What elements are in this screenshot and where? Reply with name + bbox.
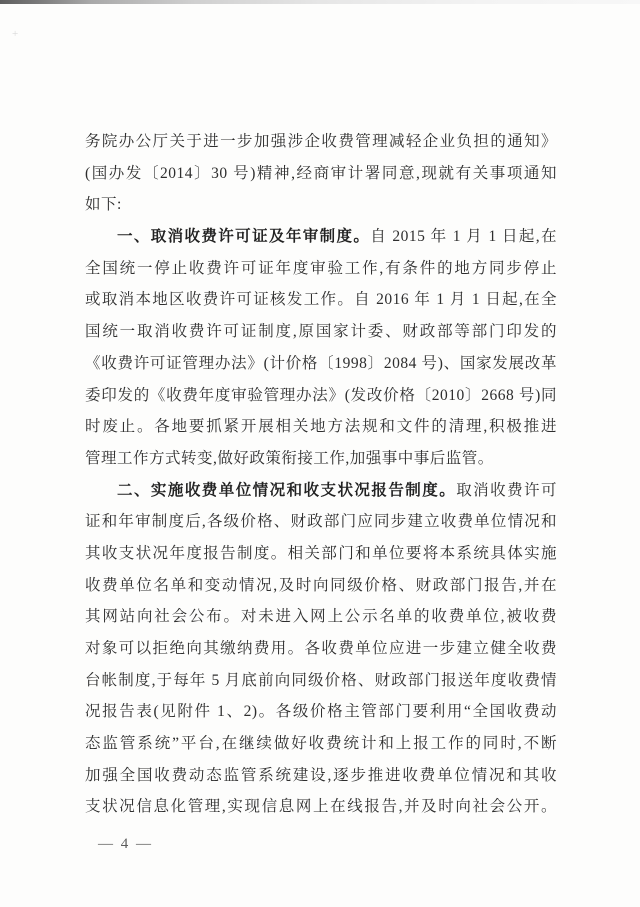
text-run: 全国统一停止收费许可证年度审验工作,有条件的地方同步停止 bbox=[85, 259, 557, 277]
text-run: 取消收费许可 bbox=[456, 481, 557, 499]
text-run: 管理工作方式转变,做好政策衔接工作,加强事中事后监管。 bbox=[85, 449, 494, 467]
text-line bbox=[85, 284, 557, 316]
text-line bbox=[85, 443, 557, 475]
text-run: 其收支状况年度报告制度。相关部门和单位要将本系统具体实施 bbox=[85, 544, 557, 562]
text-run: 《收费许可证管理办法》(计价格〔1998〕2084 号)、国家发展改革 bbox=[85, 354, 557, 372]
text-line bbox=[85, 411, 557, 443]
text-line bbox=[85, 126, 557, 158]
text-line bbox=[85, 665, 557, 697]
text-line bbox=[85, 570, 557, 602]
text-line bbox=[85, 506, 557, 538]
text-run: 务院办公厅关于进一步加强涉企收费管理减轻企业负担的通知》 bbox=[85, 133, 557, 150]
text-line bbox=[85, 380, 557, 412]
section-heading-run: 一、取消收费许可证及年审制度。 bbox=[117, 228, 371, 246]
text-run: 国统一取消收费许可证制度,原国家计委、财政部等部门印发的 bbox=[85, 323, 557, 341]
text-run: 对象可以拒绝向其缴纳费用。各收费单位应进一步建立健全收费 bbox=[85, 640, 557, 657]
text-run: 时废止。各地要抓紧开展相关地方法规和文件的清理,积极推进 bbox=[85, 418, 557, 436]
text-line bbox=[85, 696, 557, 728]
text-run: 证和年审制度后,各级价格、财政部门应同步建立收费单位情况和 bbox=[85, 513, 557, 531]
text-line bbox=[85, 253, 557, 285]
text-run: 如下: bbox=[85, 196, 122, 214]
text-run: 委印发的《收费年度审验管理办法》(发改价格〔2010〕2668 号)同 bbox=[85, 386, 557, 404]
section-heading-run: 二、实施收费单位情况和收支状况报告制度。 bbox=[117, 481, 457, 499]
text-line bbox=[85, 760, 557, 792]
text-line bbox=[85, 189, 557, 221]
text-line bbox=[85, 791, 557, 823]
text-line bbox=[85, 538, 557, 570]
text-run: (国办发〔2014〕30 号)精神,经商审计署同意,现就有关事项通知 bbox=[85, 164, 557, 182]
text-run: 支状况信息化管理,实现信息网上在线报告,并及时向社会公开。 bbox=[85, 798, 557, 816]
text-line bbox=[85, 158, 557, 190]
text-line bbox=[85, 475, 557, 507]
text-line bbox=[85, 316, 557, 348]
document-body bbox=[85, 126, 557, 823]
text-run: 其网站向社会公布。对未进入网上公示名单的收费单位,被收费 bbox=[85, 608, 557, 626]
text-run: 台帐制度,于每年 5 月底前向同级价格、财政部门报送年度收费情 bbox=[85, 671, 557, 689]
registration-mark: + bbox=[12, 28, 19, 40]
text-line bbox=[85, 348, 557, 380]
text-run: 自 2015 年 1 月 1 日起,在 bbox=[370, 228, 557, 246]
text-line bbox=[85, 633, 557, 665]
text-run: 况报告表(见附件 1、2)。各级价格主管部门要利用“全国收费动 bbox=[85, 703, 557, 721]
page-number: — 4 — bbox=[98, 836, 153, 852]
text-run: 加强全国收费动态监管系统建设,逐步推进收费单位情况和其收 bbox=[85, 766, 557, 784]
text-run: 态监管系统”平台,在继续做好收费统计和上报工作的同时,不断 bbox=[85, 735, 557, 753]
scan-edge-artifact bbox=[0, 0, 640, 4]
text-line bbox=[85, 601, 557, 633]
text-line bbox=[85, 728, 557, 760]
text-line bbox=[85, 221, 557, 253]
text-run: 或取消本地区收费许可证核发工作。自 2016 年 1 月 1 日起,在全 bbox=[85, 291, 557, 309]
text-run: 收费单位名单和变动情况,及时向同级价格、财政部门报告,并在 bbox=[85, 576, 557, 594]
